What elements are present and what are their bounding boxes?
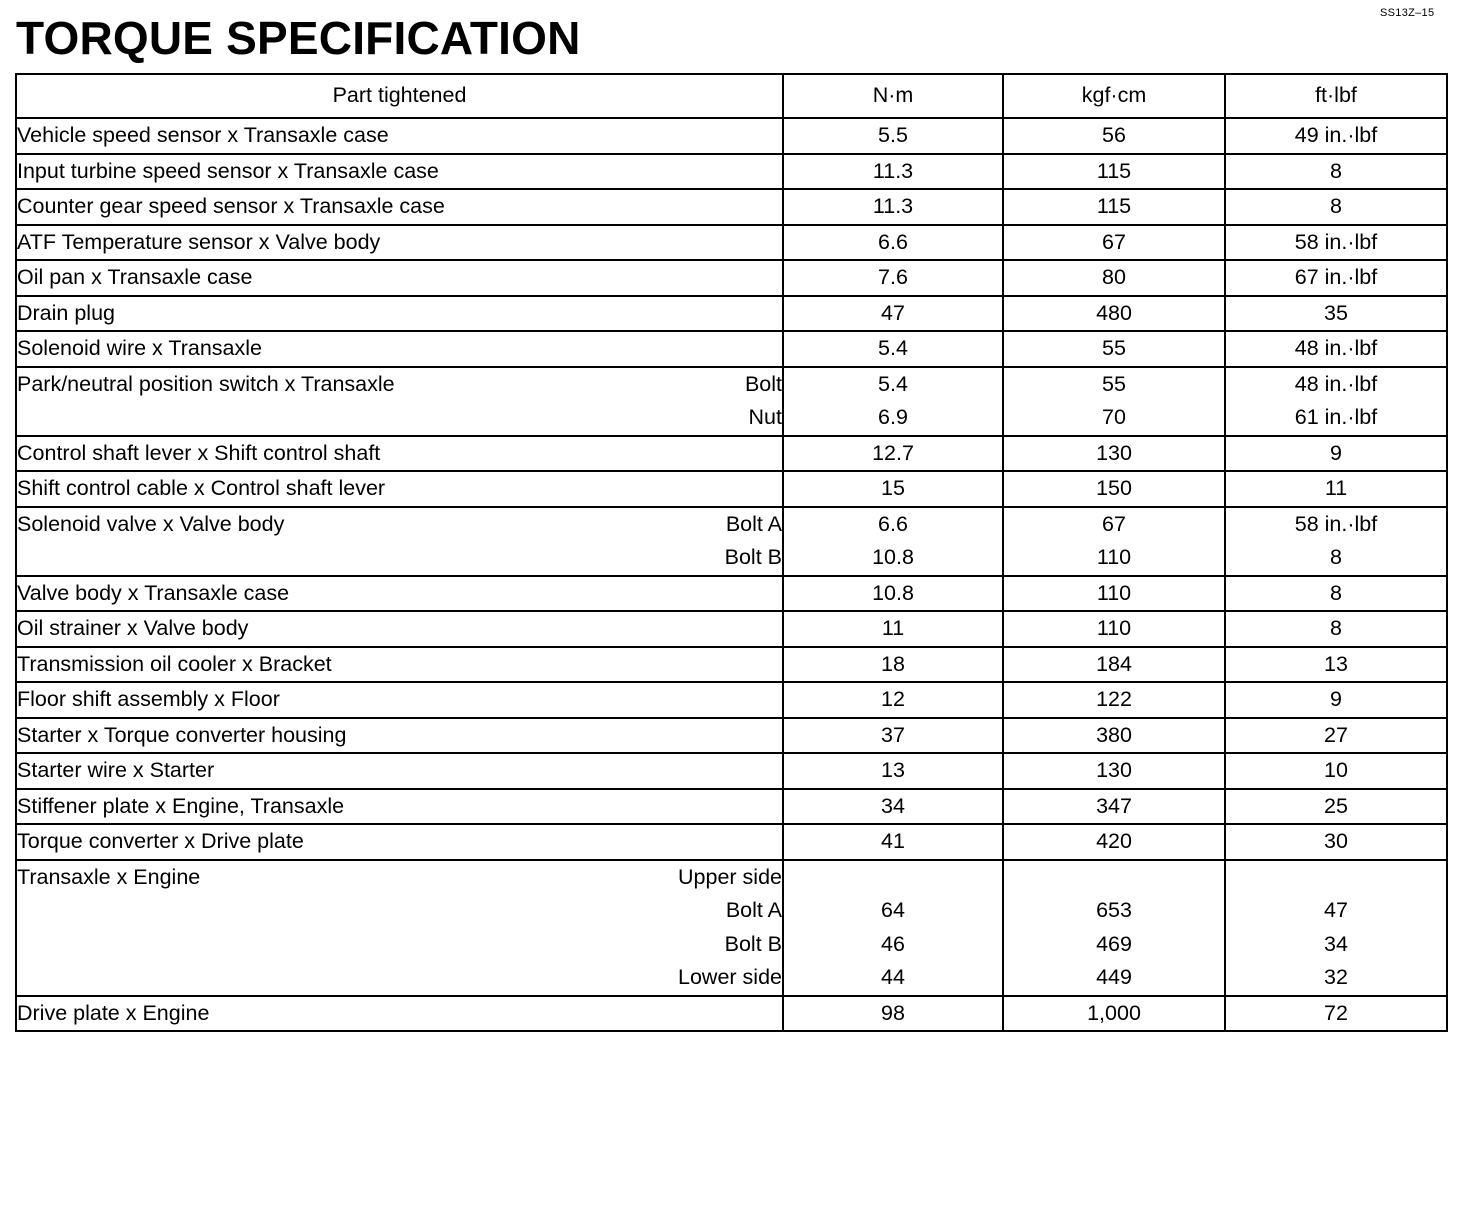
sub-value-kgf [1004, 861, 1224, 895]
value-cell-kgf: 380 [1003, 718, 1225, 754]
torque-spec-table [15, 73, 1448, 1032]
sub-value-nm: 6.9 [878, 405, 908, 429]
part-cell [16, 367, 783, 436]
header-kgf-cm: kgf·cm [1003, 74, 1225, 118]
value-cell-kgf: 347 [1003, 789, 1225, 825]
value-cell-ft: 48 in.·lbf [1225, 331, 1447, 367]
value-cell-nm [783, 507, 1003, 576]
part-line [17, 894, 782, 928]
table-row [16, 996, 1447, 1032]
part-name: Stiffener plate x Engine, Transaxle [17, 793, 345, 818]
value-cell-nm: 12 [783, 682, 1003, 718]
part-cell [16, 753, 783, 789]
part-name: Drain plug [17, 300, 115, 325]
value-cell-kgf [1003, 367, 1225, 436]
value-cell-ft [1225, 507, 1447, 576]
part-line [17, 368, 782, 402]
part-name: Valve body x Transaxle case [17, 580, 290, 605]
part-name: Solenoid valve x Valve body [17, 511, 285, 536]
part-line [17, 961, 782, 995]
value-cell-kgf [1003, 507, 1225, 576]
part-cell [16, 331, 783, 367]
value-cell-ft: 11 [1225, 471, 1447, 507]
value-cell-ft: 27 [1225, 718, 1447, 754]
value-cell-nm: 11.3 [783, 154, 1003, 190]
part-cell [16, 682, 783, 718]
value-cell-nm: 18 [783, 647, 1003, 683]
sub-value-nm: 6.6 [878, 511, 908, 536]
part-line [17, 928, 782, 962]
value-cell-nm: 37 [783, 718, 1003, 754]
part-name: Transmission oil cooler x Bracket [17, 651, 332, 676]
value-cell-ft: 30 [1225, 824, 1447, 860]
part-cell [16, 611, 783, 647]
value-cell-nm: 6.6 [783, 225, 1003, 261]
value-cell-kgf: 130 [1003, 436, 1225, 472]
value-cell-ft: 67 in.·lbf [1225, 260, 1447, 296]
value-cell-kgf: 115 [1003, 189, 1225, 225]
part-name: Starter x Torque converter housing [17, 722, 347, 747]
value-cell-ft: 8 [1225, 576, 1447, 612]
table-row [16, 154, 1447, 190]
table-row [16, 189, 1447, 225]
value-cell-kgf: 130 [1003, 753, 1225, 789]
sub-value-kgf: 110 [1096, 545, 1132, 569]
part-cell [16, 260, 783, 296]
table-row [16, 471, 1447, 507]
value-cell-ft: 13 [1225, 647, 1447, 683]
table-row [16, 860, 1447, 996]
value-cell-nm [783, 367, 1003, 436]
value-cell-nm [783, 860, 1003, 996]
part-cell [16, 471, 783, 507]
value-cell-nm: 11.3 [783, 189, 1003, 225]
sub-value-ft [1226, 861, 1446, 895]
value-cell-nm: 13 [783, 753, 1003, 789]
sub-value-nm: 46 [881, 931, 905, 956]
part-name: Torque converter x Drive plate [17, 829, 304, 853]
part-cell [16, 436, 783, 472]
table-row [16, 118, 1447, 154]
value-cell-kgf: 110 [1003, 576, 1225, 612]
value-cell-kgf: 184 [1003, 647, 1225, 683]
part-name: Shift control cable x Control shaft lever [17, 476, 386, 500]
part-cell [16, 154, 783, 190]
table-row [16, 225, 1447, 261]
part-line [17, 508, 782, 542]
value-cell-nm: 15 [783, 471, 1003, 507]
header-nm: N·m [783, 74, 1003, 118]
value-cell-ft: 58 in.·lbf [1225, 225, 1447, 261]
value-cell-ft [1225, 860, 1447, 996]
sub-value-nm [784, 861, 1002, 895]
sub-value-ft: 58 in.·lbf [1294, 511, 1378, 536]
table-row [16, 611, 1447, 647]
part-cell [16, 118, 783, 154]
table-row [16, 718, 1447, 754]
value-cell-ft [1225, 367, 1447, 436]
part-cell [16, 789, 783, 825]
part-name: Control shaft lever x Shift control shaft [17, 440, 381, 465]
part-line [17, 541, 782, 575]
part-cell [16, 860, 783, 996]
part-cell [16, 189, 783, 225]
value-cell-kgf: 420 [1003, 824, 1225, 860]
table-row [16, 647, 1447, 683]
value-cell-ft: 9 [1225, 682, 1447, 718]
part-name: Park/neutral position switch x Transaxle [17, 371, 395, 396]
part-name: Vehicle speed sensor x Transaxle case [17, 123, 389, 147]
part-cell [16, 576, 783, 612]
part-cell [16, 718, 783, 754]
value-cell-kgf: 55 [1003, 331, 1225, 367]
value-cell-ft: 35 [1225, 296, 1447, 332]
table-body [16, 118, 1447, 1031]
sub-label: Bolt B [724, 931, 782, 956]
document-code: SS13Z–15 [1380, 7, 1435, 19]
sub-value-nm: 44 [881, 965, 905, 989]
page-title: TORQUE SPECIFICATION [16, 12, 581, 64]
part-line [17, 401, 782, 435]
sub-value-nm: 5.4 [878, 371, 908, 396]
sub-value-kgf: 653 [1096, 898, 1132, 922]
value-cell-nm: 5.4 [783, 331, 1003, 367]
sub-value-kgf: 469 [1096, 931, 1132, 956]
part-cell [16, 647, 783, 683]
part-name: Drive plate x Engine [17, 1000, 210, 1025]
table-row [16, 682, 1447, 718]
sub-label: Bolt [744, 371, 782, 396]
part-cell [16, 507, 783, 576]
table-row [16, 436, 1447, 472]
value-cell-ft: 8 [1225, 189, 1447, 225]
part-cell [16, 296, 783, 332]
value-cell-ft: 8 [1225, 611, 1447, 647]
part-name: Oil strainer x Valve body [17, 616, 249, 640]
table-row [16, 753, 1447, 789]
value-cell-ft: 9 [1225, 436, 1447, 472]
value-cell-nm: 7.6 [783, 260, 1003, 296]
part-cell [16, 225, 783, 261]
part-name: Transaxle x Engine [17, 864, 201, 889]
sub-value-ft: 61 in.·lbf [1294, 405, 1378, 429]
part-name: ATF Temperature sensor x Valve body [17, 229, 381, 254]
sub-value-ft: 47 [1324, 898, 1348, 922]
header-part-tightened: Part tightened [16, 74, 783, 118]
sub-value-nm: 64 [881, 898, 905, 922]
sub-label: Bolt A [725, 511, 782, 536]
part-cell [16, 996, 783, 1032]
table-header-row [16, 74, 1447, 118]
sub-value-ft: 48 in.·lbf [1294, 371, 1378, 396]
table-row [16, 296, 1447, 332]
value-cell-kgf: 80 [1003, 260, 1225, 296]
table-row [16, 789, 1447, 825]
value-cell-kgf [1003, 860, 1225, 996]
sub-label: Bolt A [725, 898, 782, 922]
value-cell-kgf: 56 [1003, 118, 1225, 154]
table-row [16, 576, 1447, 612]
sub-value-ft: 32 [1324, 965, 1348, 989]
value-cell-kgf: 110 [1003, 611, 1225, 647]
table-row [16, 331, 1447, 367]
part-name: Starter wire x Starter [17, 758, 215, 782]
value-cell-nm: 98 [783, 996, 1003, 1032]
sub-value-ft: 34 [1324, 931, 1348, 956]
value-cell-kgf: 480 [1003, 296, 1225, 332]
table-row [16, 507, 1447, 576]
value-cell-kgf: 122 [1003, 682, 1225, 718]
sub-label: Bolt B [724, 545, 782, 569]
sub-value-kgf: 67 [1102, 511, 1126, 536]
value-cell-ft: 72 [1225, 996, 1447, 1032]
table-row [16, 260, 1447, 296]
value-cell-nm: 34 [783, 789, 1003, 825]
part-name: Oil pan x Transaxle case [17, 265, 253, 289]
table-row [16, 824, 1447, 860]
sub-label: Upper side [678, 864, 782, 889]
value-cell-ft: 25 [1225, 789, 1447, 825]
part-cell [16, 824, 783, 860]
header-ft-lbf: ft·lbf [1225, 74, 1447, 118]
value-cell-nm: 47 [783, 296, 1003, 332]
value-cell-nm: 11 [783, 611, 1003, 647]
sub-value-kgf: 449 [1096, 965, 1132, 989]
sub-value-kgf: 55 [1102, 371, 1126, 396]
value-cell-ft: 49 in.·lbf [1225, 118, 1447, 154]
value-cell-kgf: 150 [1003, 471, 1225, 507]
value-cell-ft: 10 [1225, 753, 1447, 789]
table-row [16, 367, 1447, 436]
value-cell-kgf: 1,000 [1003, 996, 1225, 1032]
value-cell-nm: 12.7 [783, 436, 1003, 472]
value-cell-nm: 41 [783, 824, 1003, 860]
sub-value-ft: 8 [1330, 545, 1342, 569]
value-cell-nm: 10.8 [783, 576, 1003, 612]
sub-label: Nut [748, 405, 782, 429]
value-cell-kgf: 115 [1003, 154, 1225, 190]
value-cell-nm: 5.5 [783, 118, 1003, 154]
part-name: Input turbine speed sensor x Transaxle case [17, 158, 439, 183]
sub-value-nm: 10.8 [872, 545, 914, 569]
part-name: Counter gear speed sensor x Transaxle case [17, 194, 445, 218]
value-cell-kgf: 67 [1003, 225, 1225, 261]
value-cell-ft: 8 [1225, 154, 1447, 190]
sub-value-kgf: 70 [1102, 405, 1126, 429]
part-line [17, 861, 782, 895]
part-name: Solenoid wire x Transaxle [17, 336, 262, 360]
part-name: Floor shift assembly x Floor [17, 687, 280, 711]
sub-label: Lower side [678, 965, 782, 989]
